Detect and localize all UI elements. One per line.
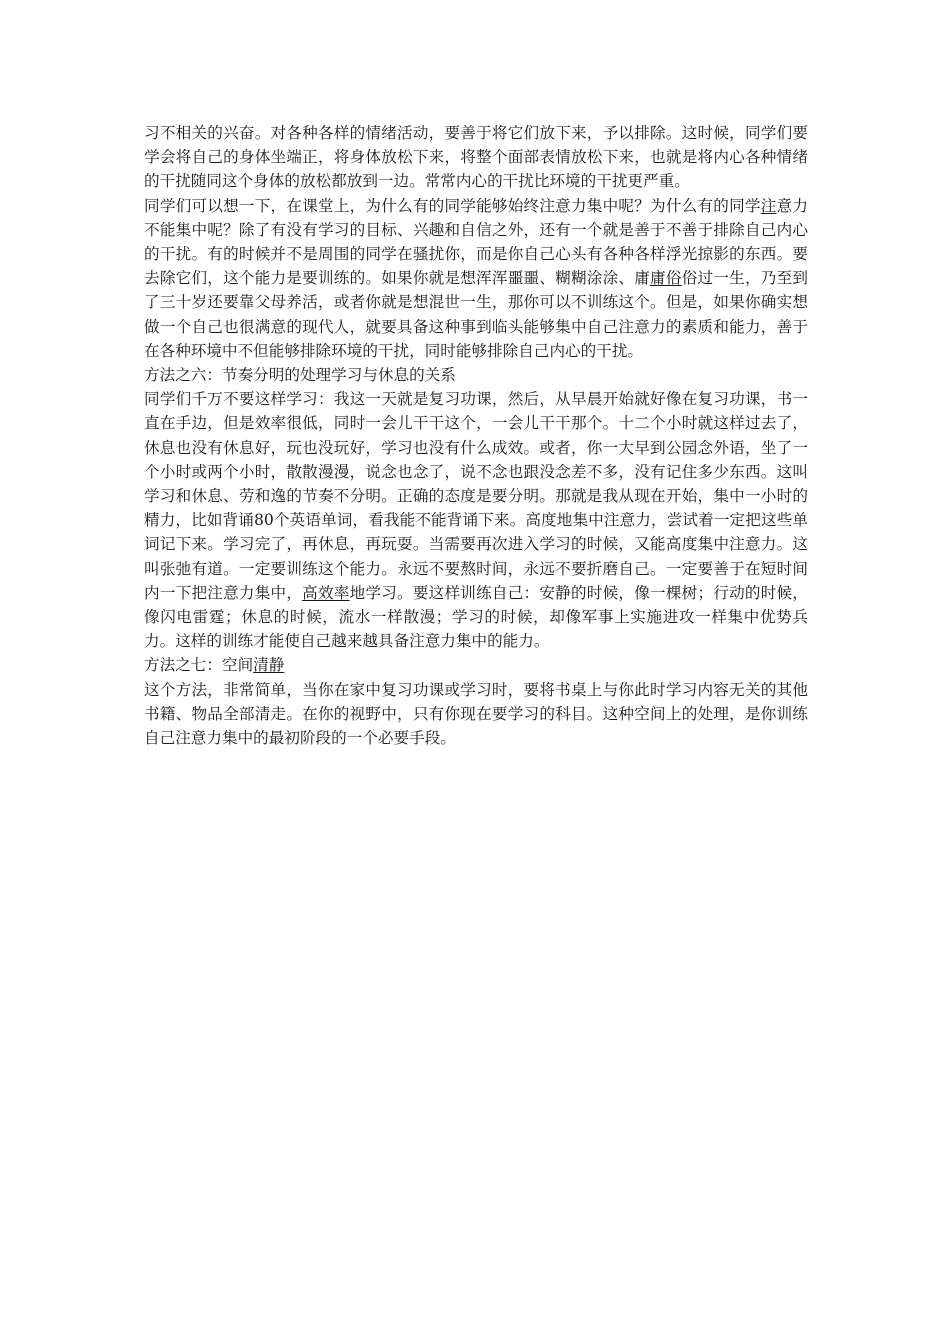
paragraph: [144, 678, 808, 751]
text-segment: 同学们可以想一下，在课堂上，为什么有的同学能够始终注意力集中呢？为什么有的同学: [144, 196, 761, 215]
text-segment: 方法之七：空间: [144, 656, 254, 675]
underlined-text: 清静: [253, 656, 285, 675]
underlined-text: 注: [760, 196, 777, 215]
paragraph: [144, 121, 808, 194]
paragraph: [144, 387, 808, 653]
document-body: [144, 121, 808, 750]
text-segment: 习不相关的兴奋。对各种各样的情绪活动，要善于将它们放下来，予以排除。这时候，同学们要学会将自己的身体坐端正，将身体放松下来，将整个面部表情放松下来，也就是将内心各种情绪的干扰随同这个身体的放松都放到一边。常常内心的干扰比环境的干扰更严重。: [144, 124, 808, 191]
text-segment: 地学习。要这样训练自己：安静的时候，像一棵树；行动的时候，像闪电雷霆；休息的时候，流水一样散漫；学习的时候，却像军事上实施进攻一样集中优势兵力。这样的训练才能使自己越来越具备注意力集中的能力。: [144, 583, 808, 651]
text-segment: 这个方法，非常简单，当你在家中复习功课或学习时，要将书桌上与你此时学习内容无关的其他书籍、物品全部清走。在你的视野中，只有你现在要学习的科目。这种空间上的处理，是你训练自己注意力集中的最初阶段的一个必要手段。: [144, 680, 808, 748]
text-segment: 方法之六：节奏分明的处理学习与休息的关系: [144, 366, 456, 385]
text-segment: 俗过一生，乃至到了三十岁还要靠父母养活，或者你就是想混世一生，那你可以不训练这个。但是，如果你确实想做一个自己也很满意的现代人，就要具备这种事到临头能够集中自己注意力的素质和能力，善于在各种环境中不但能够排除环境的干扰，同时能够排除自己内心的干扰。: [144, 269, 808, 360]
paragraph: [144, 653, 808, 677]
underlined-text: 庸俗: [650, 269, 682, 288]
underlined-text: 高效率: [302, 583, 350, 602]
text-segment: 意力不能集中呢？除了有没有学习的目标、兴趣和自信之外，还有一个就是善于不善于排除自己内心的干扰。有的时候并不是周围的同学在骚扰你，而是你自己心头有各种各样浮光掠影的东西。要去除它们，这个能力是要训练的。如果你就是想浑浑噩噩、糊糊涂涂、庸: [144, 196, 808, 288]
paragraph: [144, 363, 808, 387]
paragraph: [144, 194, 808, 363]
text-segment: 同学们千万不要这样学习：我这一天就是复习功课，然后，从早晨开始就好像在复习功课，书一直在手边，但是效率很低，同时一会儿干干这个，一会儿干干那个。十二个小时就这样过去了，休息也没有休息好，玩也没玩好，学习也没有什么成效。或者，你一大早到公园念外语，坐了一个小时或两个小时，散散漫漫，说念也念了，说不念也跟没念差不多，没有记住多少东西。这叫学习和休息、劳和逸的节奏不分明。正确的态度是要分明。那就是我从现在开始，集中一小时的精力，比如背诵80个英语单词，看我能不能背诵下来。高度地集中注意力，尝试着一定把这些单词记下来。学习完了，再休息，再玩耍。当需要再次进入学习的时候，又能高度集中注意力。这叫张弛有道。一定要训练这个能力。永远不要熬时间，永远不要折磨自己。一定要善于在短时间内一下把注意力集中，: [144, 390, 808, 602]
